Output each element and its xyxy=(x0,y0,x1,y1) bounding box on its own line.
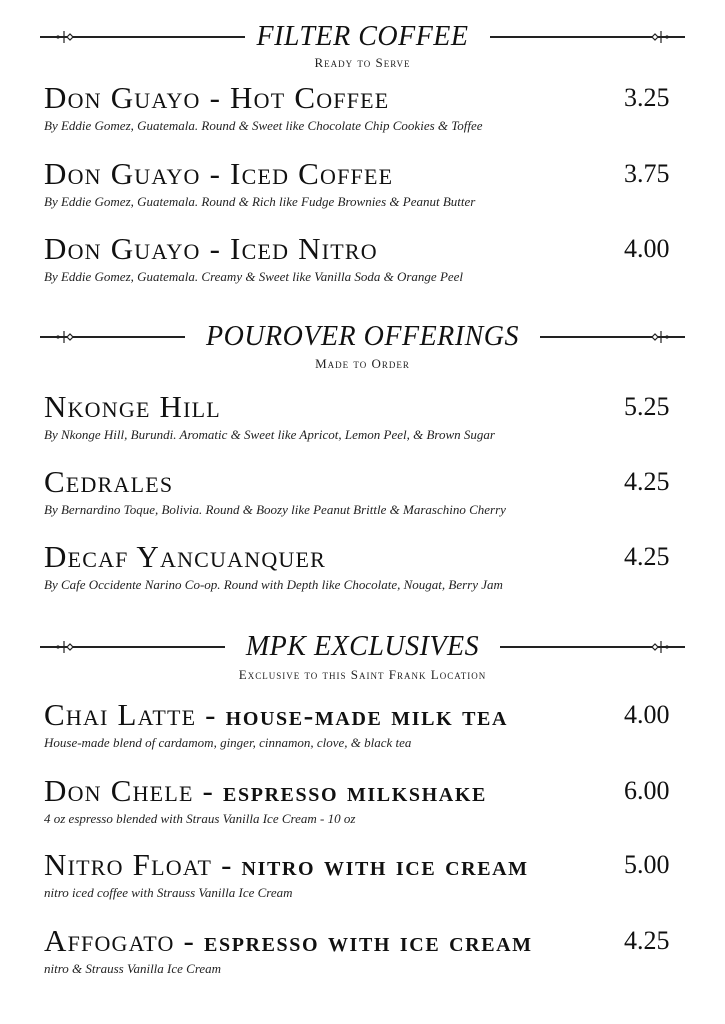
menu-item xyxy=(44,848,684,901)
item-name: Cedrales xyxy=(44,464,174,499)
item-name: Don Guayo - Hot Coffee xyxy=(44,80,390,115)
section-header-mpk-exclusives xyxy=(40,632,685,662)
item-description: 4 oz espresso blended with Straus Vanilla Ice Cream - 10 oz xyxy=(44,811,356,826)
menu-item xyxy=(44,540,684,593)
item-description: By Nkonge Hill, Burundi. Aromatic & Sweet like Apricot, Lemon Peel, & Brown Sugar xyxy=(44,427,495,442)
item-name: Don Chele - espresso milkshake xyxy=(44,773,487,808)
item-name: Chai Latte - house-made milk tea xyxy=(44,697,509,732)
menu-item xyxy=(44,465,684,518)
section-header-pourover-offerings xyxy=(40,322,685,352)
section-subtitle: Made to Order xyxy=(315,356,410,371)
item-description: By Eddie Gomez, Guatemala. Creamy & Sweet like Vanilla Soda & Orange Peel xyxy=(44,269,464,284)
item-name: Nkonge Hill xyxy=(44,389,221,424)
item-description: nitro & Strauss Vanilla Ice Cream xyxy=(44,961,222,976)
menu-item xyxy=(44,390,684,443)
item-name: Affogato - espresso with ice cream xyxy=(44,923,533,958)
section-title: MPK EXCLUSIVES xyxy=(40,632,685,662)
item-description: By Bernardino Toque, Bolivia. Round & Boozy like Peanut Brittle & Maraschino Cherry xyxy=(44,502,506,517)
item-price: 5.25 xyxy=(624,392,670,421)
item-description: By Eddie Gomez, Guatemala. Round & Sweet like Chocolate Chip Cookies & Toffee xyxy=(44,118,483,133)
item-price: 4.00 xyxy=(624,234,670,263)
item-price: 4.25 xyxy=(624,542,670,571)
item-name: Decaf Yancuanquer xyxy=(44,539,327,574)
section-subtitle: Exclusive to this Saint Frank Location xyxy=(238,667,487,682)
section-title: FILTER COFFEE xyxy=(40,22,685,52)
menu-item xyxy=(44,924,684,977)
menu-item xyxy=(44,157,684,210)
item-description: By Cafe Occidente Narino Co-op. Round with Depth like Chocolate, Nougat, Berry Jam xyxy=(44,577,503,592)
item-name: Don Guayo - Iced Coffee xyxy=(44,156,394,191)
item-price: 5.00 xyxy=(624,850,670,879)
item-price: 4.25 xyxy=(624,467,670,496)
item-price: 3.75 xyxy=(624,159,670,188)
item-name: Don Guayo - Iced Nitro xyxy=(44,231,378,266)
menu-item xyxy=(44,81,684,134)
item-name: Nitro Float - nitro with ice cream xyxy=(44,847,529,882)
section-title: POUROVER OFFERINGS xyxy=(40,322,685,352)
section-header-filter-coffee xyxy=(40,22,685,52)
item-description: By Eddie Gomez, Guatemala. Round & Rich like Fudge Brownies & Peanut Butter xyxy=(44,194,476,209)
menu-item xyxy=(44,232,684,285)
item-description: House-made blend of cardamom, ginger, cinnamon, clove, & black tea xyxy=(44,735,412,750)
section-subtitle: Ready to Serve xyxy=(314,55,411,70)
item-description: nitro iced coffee with Strauss Vanilla Ice Cream xyxy=(44,885,293,900)
menu-item xyxy=(44,774,684,827)
item-price: 3.25 xyxy=(624,83,670,112)
item-price: 4.00 xyxy=(624,700,670,729)
item-price: 6.00 xyxy=(624,776,670,805)
menu-item xyxy=(44,698,684,751)
item-price: 4.25 xyxy=(624,926,670,955)
